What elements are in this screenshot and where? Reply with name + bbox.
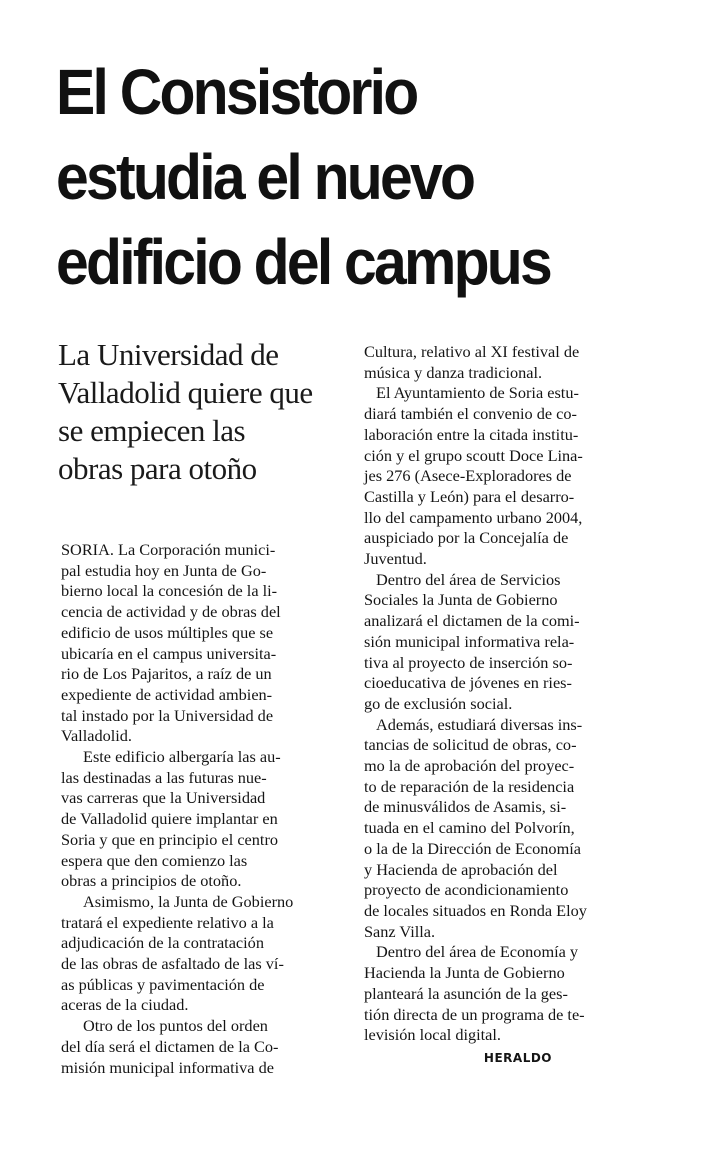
body-line: música y danza tradicional. (364, 362, 543, 382)
body-column-left (61, 540, 347, 1078)
body-line: cencia de actividad y de obras del (61, 602, 281, 622)
body-line: Dentro del área de Economía y (376, 942, 579, 962)
headline-line: El Consistorio (56, 56, 417, 128)
body-line: laboración entre la citada institu- (364, 424, 579, 444)
body-line: Hacienda la Junta de Gobierno (364, 963, 565, 983)
body-line: Asimismo, la Junta de Gobierno (83, 891, 294, 911)
body-line: as públicas y pavimentación de (61, 974, 265, 994)
body-line: planteará la asunción de la ges- (364, 983, 568, 1003)
body-line: Sociales la Junta de Gobierno (364, 590, 558, 610)
subhead-line: obras para otoño (58, 451, 257, 486)
headline-line: edificio del campus (56, 226, 550, 298)
subhead-line: La Universidad de (58, 337, 279, 372)
body-line: expediente de actividad ambien- (61, 684, 273, 704)
body-line: jes 276 (Asece-Exploradores de (364, 466, 572, 486)
body-line: diará también el convenio de co- (364, 404, 577, 424)
body-line: de Valladolid quiere implantar en (61, 809, 278, 829)
body-line: y Hacienda de aprobación del (364, 859, 558, 879)
body-line: adjudicación de la contratación (61, 933, 264, 953)
body-line: tiva al proyecto de inserción so- (364, 652, 573, 672)
subheadline (58, 336, 358, 488)
body-line: Además, estudiará diversas ins- (376, 714, 583, 734)
body-line: rio de Los Pajaritos, a raíz de un (61, 664, 272, 684)
body-line: tión directa de un programa de te- (364, 1004, 585, 1024)
body-line: Soria y que en principio el centro (61, 829, 279, 849)
body-line: pal estudia hoy en Junta de Go- (61, 560, 267, 580)
body-line: Otro de los puntos del orden (83, 1016, 268, 1036)
body-line: las destinadas a las futuras nue- (61, 767, 267, 787)
body-line: edificio de usos múltiples que se (61, 622, 274, 642)
body-line: Este edificio albergaría las au- (83, 747, 281, 767)
body-line: de locales situados en Ronda Eloy (364, 900, 587, 920)
body-line: espera que den comienzo las (61, 850, 248, 870)
subhead-line: Valladolid quiere que (58, 375, 313, 410)
body-line: tuada en el camino del Polvorín, (364, 818, 575, 838)
body-line: Sanz Villa. (364, 921, 436, 941)
body-line: Valladolid. (61, 726, 132, 746)
body-line: mo la de aprobación del proyec- (364, 756, 575, 776)
body-line: del día será el dictamen de la Co- (61, 1036, 279, 1056)
body-line: cioeducativa de jóvenes en ries- (364, 673, 572, 693)
body-line: tratará el expediente relativo a la (61, 912, 274, 932)
body-line: levisión local digital. (364, 1025, 502, 1045)
body-line: proyecto de acondicionamiento (364, 880, 569, 900)
body-line: obras a principios de otoño. (61, 871, 242, 891)
body-line: de minusválidos de Asamis, si- (364, 797, 567, 817)
body-line: tancias de solicitud de obras, co- (364, 735, 577, 755)
subhead-line: se empiecen las (58, 413, 246, 448)
body-line: Dentro del área de Servicios (376, 569, 561, 589)
body-line: sión municipal informativa rela- (364, 631, 575, 651)
body-line: de las obras de asfaltado de las ví- (61, 954, 284, 974)
body-line: to de reparación de la residencia (364, 776, 575, 796)
byline-signature: HERALDO (483, 1050, 552, 1065)
body-line: Juventud. (364, 549, 427, 569)
body-line: ción y el grupo scoutt Doce Lina- (364, 445, 583, 465)
body-line: analizará el dictamen de la comi- (364, 611, 580, 631)
body-line: Castilla y León) para el desarro- (364, 486, 575, 506)
body-line: ubicaría en el campus universita- (61, 643, 277, 663)
body-line: llo del campamento urbano 2004, (364, 507, 583, 527)
body-line: tal instado por la Universidad de (61, 705, 274, 725)
body-line: Cultura, relativo al XI festival de (364, 342, 580, 361)
headline (56, 50, 626, 305)
body-line: bierno local la concesión de la li- (61, 581, 278, 601)
body-column-right (364, 342, 654, 1069)
body-line: misión municipal informativa de (61, 1057, 274, 1077)
body-line: o la de la Dirección de Economía (364, 838, 581, 858)
body-line: auspiciado por la Concejalía de (364, 528, 569, 548)
headline-line: estudia el nuevo (56, 141, 474, 213)
body-line: vas carreras que la Universidad (61, 788, 266, 808)
body-line: El Ayuntamiento de Soria estu- (376, 383, 579, 403)
body-line: aceras de la ciudad. (61, 995, 189, 1015)
body-line: go de exclusión social. (364, 693, 513, 713)
body-line: SORIA. La Corporación munici- (61, 540, 276, 559)
